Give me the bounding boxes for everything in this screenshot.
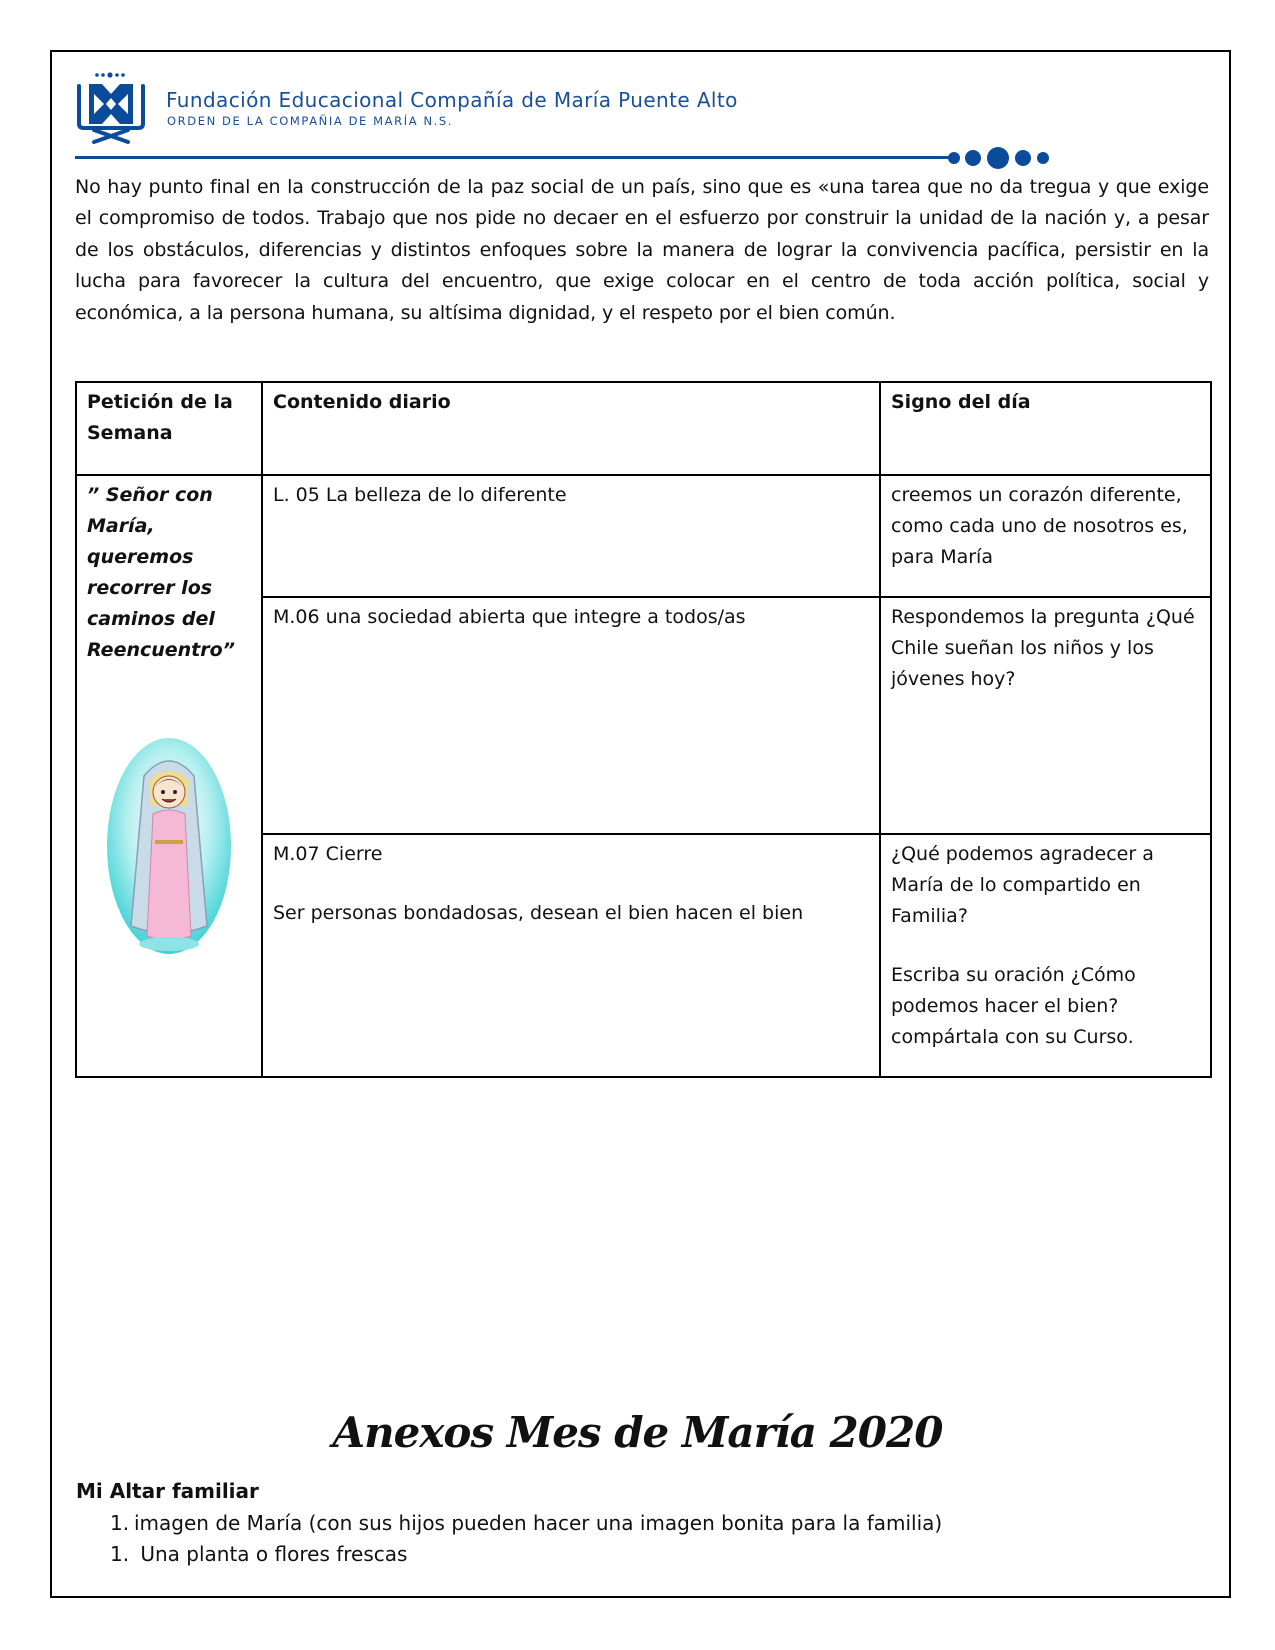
content-line: L. 05 La belleza de lo diferente: [273, 484, 567, 506]
list-text: imagen de María (con sus hijos pueden hacer una imagen bonita para la familia): [134, 1511, 943, 1535]
weekly-plan-table: [75, 381, 1212, 1078]
header-signo: Signo del día: [880, 382, 1211, 475]
header-contenido: Contenido diario: [262, 382, 880, 475]
content-cell: [262, 475, 880, 597]
sign-line: creemos un corazón diferente, como cada uno de nosotros es, para María: [891, 484, 1188, 568]
list-item: [110, 1508, 942, 1539]
table-header-row: [76, 382, 1211, 475]
petition-cell: [76, 475, 262, 1077]
header-divider: [75, 156, 950, 159]
sign-cell: [880, 834, 1211, 1077]
intro-paragraph: No hay punto final en la construcción de la paz social de un país, sino que es «una tarea que no da tregua y que exige el compromiso de todos. Trabajo que nos pide no decaer en el esfuerzo por construir la unidad de la nación y, a pesar de los obstáculos, diferencias y distintos enfoques sobre la manera de lograr la convivencia pacífica, persistir en la lucha para favorecer la cultura del encuentro, que exige colocar en el centro de toda acción política, social y económica, a la persona humana, su altísima dignidad, y el respeto por el bien común.: [75, 176, 1209, 324]
content-line: M.06 una sociedad abierta que integre a todos/as: [273, 606, 746, 628]
institution-subtitle: ORDEN DE LA COMPAÑIA DE MARÍA N.S.: [167, 114, 454, 128]
content-line: M.07 Cierre: [273, 843, 383, 865]
decorative-dots-icon: [948, 146, 1068, 170]
sign-cell: [880, 597, 1211, 834]
altar-list: [110, 1508, 942, 1570]
list-text: Una planta o flores frescas: [134, 1542, 408, 1566]
petition-text: ” Señor con María, queremos recorrer los caminos del Reencuentro”: [87, 484, 235, 661]
sign-line: ¿Qué podemos agradecer a María de lo compartido en Familia?: [891, 843, 1154, 927]
content-line: Ser personas bondadosas, desean el bien hacen el bien: [273, 902, 804, 924]
sign-line: Respondemos la pregunta ¿Qué Chile sueñan los niños y los jóvenes hoy?: [891, 606, 1195, 690]
header-peticion: Petición de la Semana: [76, 382, 262, 475]
institution-name: Fundación Educacional Compañía de María Puente Alto: [166, 88, 738, 112]
content-cell: [262, 834, 880, 1077]
list-number: 1.: [110, 1542, 130, 1566]
list-item: [110, 1539, 942, 1570]
table-row: [76, 475, 1211, 597]
content-cell: [262, 597, 880, 834]
virgin-mary-illustration-icon: [99, 736, 239, 962]
compania-de-maria-crest-icon: [74, 72, 148, 144]
sign-cell: [880, 475, 1211, 597]
sign-line: Escriba su oración ¿Cómo podemos hacer el bien? compártala con su Curso.: [891, 964, 1136, 1048]
list-number: 1.: [110, 1511, 130, 1535]
annex-title: Anexos Mes de María 2020: [332, 1408, 943, 1457]
altar-heading: Mi Altar familiar: [76, 1479, 259, 1503]
